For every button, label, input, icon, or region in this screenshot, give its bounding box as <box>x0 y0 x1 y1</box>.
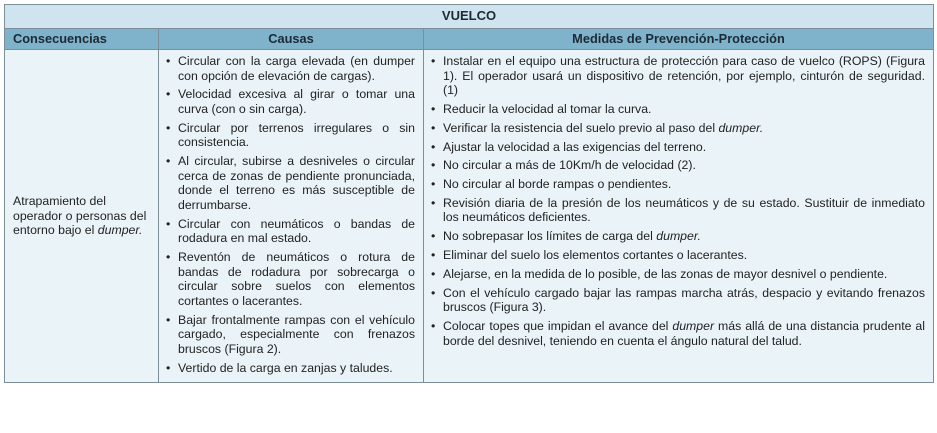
causa-item: • Velocidad excesiva al girar o tomar una curva (con o sin carga). <box>165 87 415 116</box>
medida-text: No circular a más de 10Km/h de velocidad (2). <box>443 158 696 173</box>
medida-text: No circular al borde rampas o pendientes. <box>443 177 672 192</box>
medida-text: Reducir la velocidad al tomar la curva. <box>443 101 652 116</box>
medida-text: Con el vehículo cargado bajar las rampas marcha atrás, despacio y evitando frenazos bruscos (Figura 3). <box>443 285 925 315</box>
medida-italic: dumper. <box>718 120 764 135</box>
medida-italic: dumper. <box>656 229 701 244</box>
medida-item <box>430 196 925 225</box>
causa-item: • Vertido de la carga en zanjas y taludes. <box>165 361 415 376</box>
medida-item <box>430 319 925 348</box>
medida-text: Ajustar la velocidad a las exigencias del terreno. <box>443 139 707 154</box>
medida-text-end: más allá de una distancia prudente al borde del desnivel, teniendo en cuenta el ángulo natural del talud. <box>443 318 925 348</box>
header-causas: Causas <box>159 29 424 50</box>
medida-item <box>430 286 925 315</box>
medida-item <box>430 158 925 173</box>
medida-item <box>430 229 925 244</box>
causa-item: • Circular con la carga elevada (en dumper con opción de elevación de cargas). <box>165 54 415 83</box>
causa-item: • Al circular, subirse a desniveles o circular cerca de zonas de pendiente pronunciada, donde el terreno es más susceptible de derrumbarse. <box>165 154 415 212</box>
medida-item <box>430 121 925 136</box>
medidas-cell <box>424 50 934 383</box>
header-medidas: Medidas de Prevención-Protección <box>424 29 934 50</box>
consecuencia-italic: dumper. <box>97 223 143 238</box>
medida-text: Eliminar del suelo los elementos cortantes o lacerantes. <box>443 248 748 263</box>
causa-item: • Reventón de neumáticos o rotura de bandas de rodadura por sobrecarga o circular sobre suelos con elementos cortantes o lacerantes. <box>165 250 415 308</box>
medida-item <box>430 102 925 117</box>
medida-item <box>430 267 925 282</box>
causa-item: • Bajar frontalmente rampas con el vehículo cargado, especialmente con frenazos bruscos (Figura 2). <box>165 313 415 357</box>
causas-cell <box>159 50 424 383</box>
vuelco-table <box>4 4 934 383</box>
header-consecuencias: Consecuencias <box>5 29 159 50</box>
medida-item <box>430 248 925 263</box>
medidas-list <box>424 50 933 355</box>
table-title: VUELCO <box>5 5 934 29</box>
causa-item: • Circular con neumáticos o bandas de rodadura en mal estado. <box>165 217 415 246</box>
causas-list <box>159 50 423 382</box>
causa-item: • Circular por terrenos irregulares o sin consistencia. <box>165 121 415 150</box>
medida-text: Colocar topes que impidan el avance del <box>443 318 673 333</box>
medida-italic: dumper <box>672 318 715 333</box>
medida-text: Revisión diaria de la presión de los neumáticos y de su estado. Sustituir de inmediato los neumáticos deficientes. <box>443 195 925 225</box>
medida-text: Instalar en el equipo una estructura de protección para caso de vuelco (ROPS) (Figura 1). El operador usará un dispositivo de retención, por ejemplo, cinturón de seguridad. (1) <box>443 54 925 98</box>
consecuencia-text: Atrapamiento del operador o personas del entorno bajo el <box>13 194 147 238</box>
medida-text: Alejarse, en la medida de lo posible, de las zonas de mayor desnivel o pendiente. <box>443 266 888 281</box>
consecuencia-cell <box>5 50 159 383</box>
medida-item <box>430 177 925 192</box>
medida-item <box>430 140 925 155</box>
medida-item <box>430 54 925 98</box>
medida-text: No sobrepasar los límites de carga del <box>443 229 657 244</box>
medida-text: Verificar la resistencia del suelo previo al paso del <box>443 120 719 135</box>
